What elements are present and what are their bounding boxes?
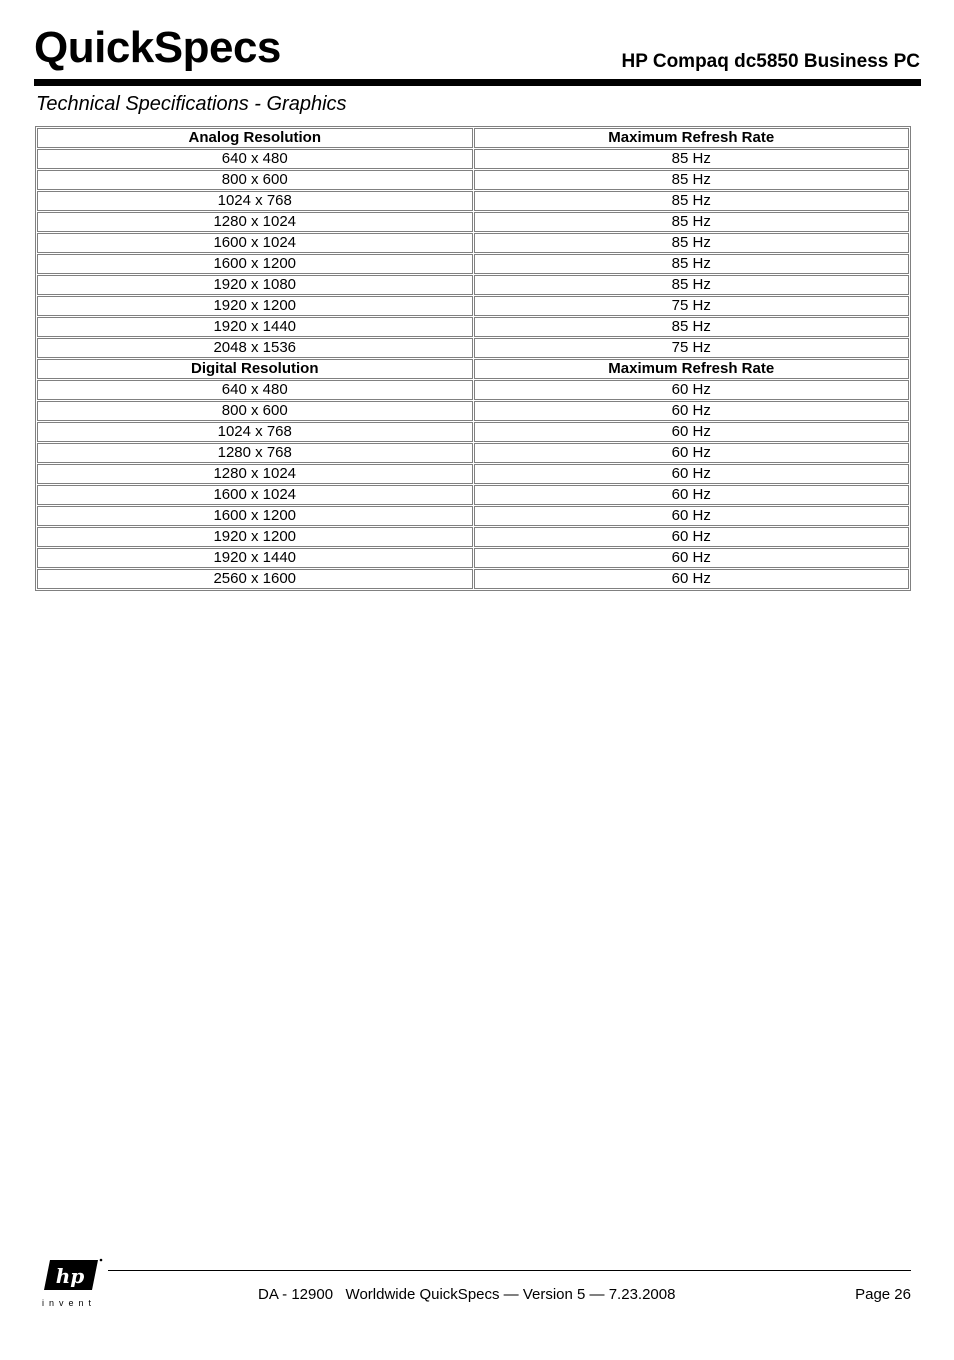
resolution-cell: 2560 x 1600 xyxy=(37,569,473,589)
resolution-cell: 1600 x 1200 xyxy=(37,254,473,274)
refresh-rate-cell: 85 Hz xyxy=(474,233,910,253)
resolution-cell: 1920 x 1440 xyxy=(37,548,473,568)
resolution-cell: 1920 x 1080 xyxy=(37,275,473,295)
table-row xyxy=(37,149,909,169)
footer-rule xyxy=(108,1270,911,1271)
refresh-rate-cell: 60 Hz xyxy=(474,506,910,526)
hp-logo-icon xyxy=(44,1259,102,1290)
section-heading: Technical Specifications - Graphics xyxy=(36,93,347,115)
table-header-row xyxy=(37,128,909,148)
product-name: HP Compaq dc5850 Business PC xyxy=(621,51,920,72)
resolution-cell: 1920 x 1200 xyxy=(37,296,473,316)
refresh-rate-cell: 85 Hz xyxy=(474,170,910,190)
table-row xyxy=(37,212,909,232)
table-row xyxy=(37,464,909,484)
resolution-cell: 640 x 480 xyxy=(37,380,473,400)
table-row xyxy=(37,527,909,547)
refresh-rate-cell: 75 Hz xyxy=(474,296,910,316)
table-row xyxy=(37,254,909,274)
refresh-rate-cell: 85 Hz xyxy=(474,254,910,274)
refresh-rate-cell: 60 Hz xyxy=(474,485,910,505)
resolution-cell: 800 x 600 xyxy=(37,401,473,421)
refresh-rate-cell: 60 Hz xyxy=(474,527,910,547)
resolution-cell: 1024 x 768 xyxy=(37,191,473,211)
resolution-cell: 1600 x 1024 xyxy=(37,233,473,253)
resolution-cell: 1280 x 768 xyxy=(37,443,473,463)
logo-invent-text: invent xyxy=(42,1298,97,1308)
refresh-rate-cell: 85 Hz xyxy=(474,275,910,295)
footer-doc-info: DA - 12900 Worldwide QuickSpecs — Version 5 — 7.23.2008 xyxy=(258,1286,676,1303)
refresh-rate-cell: 60 Hz xyxy=(474,422,910,442)
resolution-cell: 800 x 600 xyxy=(37,170,473,190)
table-row xyxy=(37,506,909,526)
refresh-rate-cell: 60 Hz xyxy=(474,380,910,400)
refresh-rate-cell: 60 Hz xyxy=(474,443,910,463)
resolution-header-cell: Digital Resolution xyxy=(37,359,473,379)
resolution-cell: 1600 x 1024 xyxy=(37,485,473,505)
table-row xyxy=(37,317,909,337)
page-number: Page 26 xyxy=(855,1286,911,1303)
table-row xyxy=(37,380,909,400)
table-row xyxy=(37,548,909,568)
refresh-rate-cell: 85 Hz xyxy=(474,317,910,337)
hp-invent-logo xyxy=(40,1256,106,1312)
resolution-cell: 1280 x 1024 xyxy=(37,212,473,232)
refresh-rate-cell: 85 Hz xyxy=(474,191,910,211)
svg-text:hp: hp xyxy=(55,1264,85,1288)
table-row xyxy=(37,296,909,316)
table-header-row xyxy=(37,359,909,379)
refresh-rate-cell: 60 Hz xyxy=(474,548,910,568)
refresh-rate-cell: 85 Hz xyxy=(474,149,910,169)
title-rule xyxy=(34,79,921,86)
refresh-rate-cell: 60 Hz xyxy=(474,464,910,484)
table-row xyxy=(37,275,909,295)
resolution-header-cell: Analog Resolution xyxy=(37,128,473,148)
table-row xyxy=(37,170,909,190)
refresh-rate-header-cell: Maximum Refresh Rate xyxy=(474,128,910,148)
table-row xyxy=(37,401,909,421)
resolution-cell: 2048 x 1536 xyxy=(37,338,473,358)
resolution-cell: 1600 x 1200 xyxy=(37,506,473,526)
refresh-rate-cell: 60 Hz xyxy=(474,401,910,421)
resolution-cell: 1280 x 1024 xyxy=(37,464,473,484)
table-row xyxy=(37,485,909,505)
page-title: QuickSpecs xyxy=(34,23,281,72)
spec-table-body xyxy=(37,128,909,589)
resolution-cell: 640 x 480 xyxy=(37,149,473,169)
refresh-rate-header-cell: Maximum Refresh Rate xyxy=(474,359,910,379)
table-row xyxy=(37,569,909,589)
refresh-rate-cell: 75 Hz xyxy=(474,338,910,358)
table-row xyxy=(37,422,909,442)
table-row xyxy=(37,338,909,358)
resolution-cell: 1024 x 768 xyxy=(37,422,473,442)
table-row xyxy=(37,191,909,211)
graphics-spec-table xyxy=(35,126,911,591)
table-row xyxy=(37,443,909,463)
table-row xyxy=(37,233,909,253)
refresh-rate-cell: 85 Hz xyxy=(474,212,910,232)
resolution-cell: 1920 x 1440 xyxy=(37,317,473,337)
resolution-cell: 1920 x 1200 xyxy=(37,527,473,547)
refresh-rate-cell: 60 Hz xyxy=(474,569,910,589)
